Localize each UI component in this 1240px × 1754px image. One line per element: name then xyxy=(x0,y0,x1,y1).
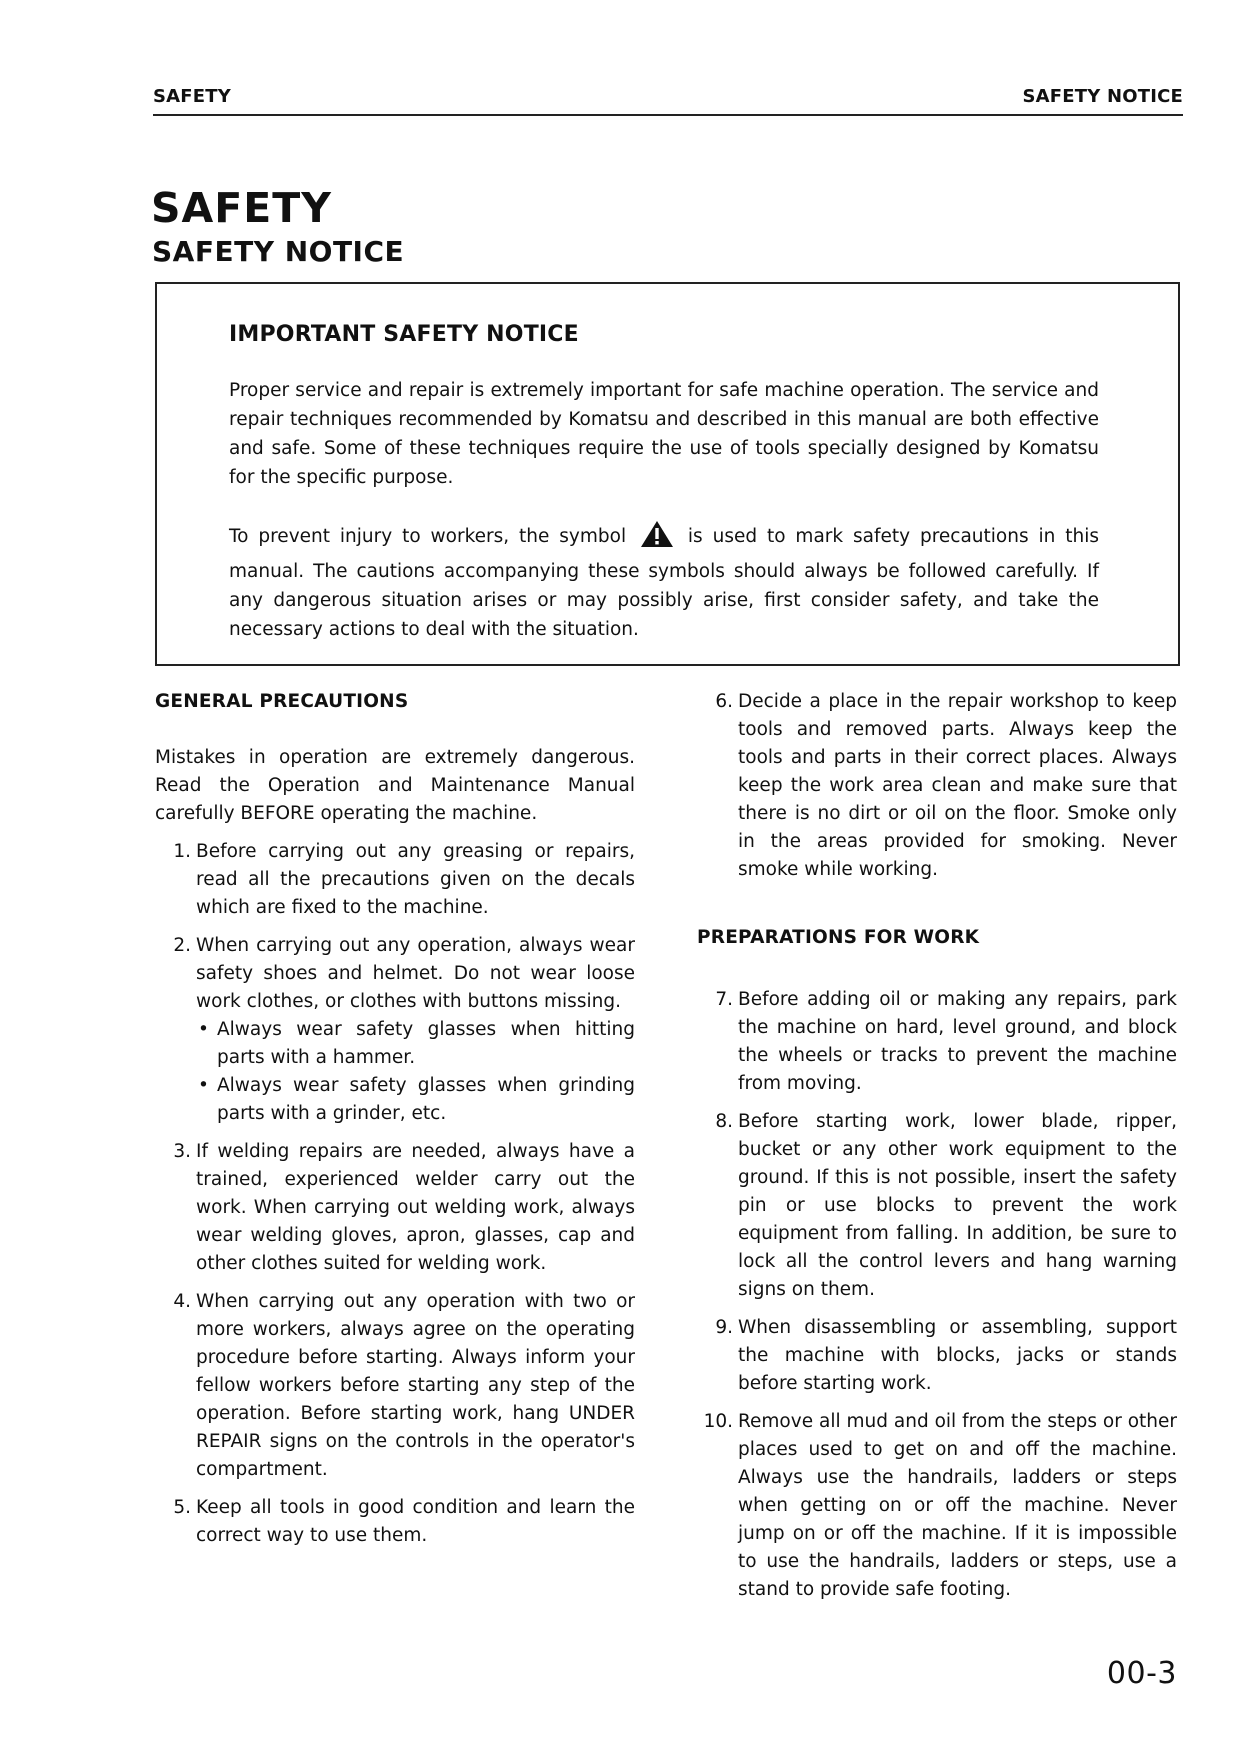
bullet-dot-icon: • xyxy=(198,1075,209,1096)
item-number: 3. xyxy=(173,1141,191,1162)
item-text: When disassembling or assembling, support the machine with blocks, jacks or stands before starting work. xyxy=(738,1317,1177,1394)
notice-paragraph-2 xyxy=(229,520,1099,644)
bullet-item xyxy=(196,1072,635,1128)
running-header-left: SAFETY xyxy=(153,86,231,107)
list-item xyxy=(697,1108,1177,1304)
item-text: Before adding oil or making any repairs, park the machine on hard, level ground, and block the wheels or tracks to prevent the machine from moving. xyxy=(738,989,1177,1094)
notice-paragraph-2-end: is used to mark safety precautions in this manual. The cautions accompanying these symbols should always be followed carefully. If any dangerous situation arises or may possibly arise, first consider safety, and take the necessary actions to deal with the situation. xyxy=(229,526,1100,640)
bullet-item xyxy=(196,1016,635,1072)
preparations-for-work-heading: PREPARATIONS FOR WORK xyxy=(697,927,980,948)
item-number: 9. xyxy=(715,1317,733,1338)
item-text: Keep all tools in good condition and learn the correct way to use them. xyxy=(196,1497,635,1546)
item-number: 8. xyxy=(715,1111,733,1132)
item-text: Before carrying out any greasing or repairs, read all the precautions given on the decals which are fixed to the machine. xyxy=(196,841,635,918)
bullet-text: Always wear safety glasses when grinding parts with a grinder, etc. xyxy=(217,1075,635,1124)
item-text: When carrying out any operation with two or more workers, always agree on the operating procedure before starting. Always inform your fellow workers before starting any step of the operation. Before starting work, hang UNDER REPAIR signs on the controls in the operator's compartment. xyxy=(196,1291,635,1480)
list-item xyxy=(155,1494,635,1550)
bullet-dot-icon: • xyxy=(198,1019,209,1040)
warning-triangle-icon xyxy=(640,520,674,557)
item-number: 2. xyxy=(173,935,191,956)
notice-paragraph-2-start: To prevent injury to workers, the symbol xyxy=(229,526,627,547)
item-text: If welding repairs are needed, always have a trained, experienced welder carry out the work. When carrying out welding work, always wear welding gloves, apron, glasses, cap and other clothes suited for welding work. xyxy=(196,1141,635,1274)
item-number: 1. xyxy=(173,841,191,862)
page-number: 00-3 xyxy=(1106,1656,1177,1691)
page-subtitle: SAFETY NOTICE xyxy=(152,235,405,268)
list-item xyxy=(155,838,635,922)
running-header-right: SAFETY NOTICE xyxy=(1022,86,1183,107)
list-item xyxy=(697,1314,1177,1398)
running-header xyxy=(153,86,1183,116)
item-text: When carrying out any operation, always wear safety shoes and helmet. Do not wear loose work clothes, or clothes with buttons missing. xyxy=(196,935,635,1012)
item-number: 7. xyxy=(715,989,733,1010)
item-text: Remove all mud and oil from the steps or other places used to get on and off the machine. Always use the handrails, ladders or steps when getting on or off the machine. Never jump on or off the machine. If it is impossible to use the handrails, ladders or steps, use a stand to provide safe footing. xyxy=(738,1411,1177,1600)
bullet-text: Always wear safety glasses when hitting parts with a hammer. xyxy=(217,1019,635,1068)
general-precautions-heading: GENERAL PRECAUTIONS xyxy=(155,691,409,712)
list-item xyxy=(697,1408,1177,1604)
item-number: 10. xyxy=(703,1411,733,1432)
right-column xyxy=(697,688,1177,1614)
list-item xyxy=(155,1138,635,1278)
important-safety-notice-box xyxy=(155,282,1180,666)
left-column xyxy=(155,688,635,1560)
list-item xyxy=(697,986,1177,1098)
notice-paragraph-1: Proper service and repair is extremely important for safe machine operation. The service and repair techniques recommended by Komatsu and described in this manual are both effective and safe. Some of these techniques require the use of tools specially designed by Komatsu for the specific purpose. xyxy=(229,380,1099,488)
item-text: Before starting work, lower blade, ripper, bucket or any other work equipment to the ground. If this is not possible, insert the safety pin or use blocks to prevent the work equipment from falling. In addition, be sure to lock all the control levers and hang warning signs on them. xyxy=(738,1111,1177,1300)
item-number: 4. xyxy=(173,1291,191,1312)
list-item xyxy=(697,688,1177,884)
list-item xyxy=(155,932,635,1128)
item-text: Decide a place in the repair workshop to keep tools and removed parts. Always keep the tools and parts in their correct places. Always keep the work area clean and make sure that there is no dirt or oil on the floor. Smoke only in the areas provided for smoking. Never smoke while working. xyxy=(738,691,1177,880)
item-number: 5. xyxy=(173,1497,191,1518)
list-item xyxy=(155,1288,635,1484)
page-title: SAFETY xyxy=(151,184,332,232)
item-number: 6. xyxy=(715,691,733,712)
general-precautions-intro: Mistakes in operation are extremely dangerous. Read the Operation and Maintenance Manual carefully BEFORE operating the machine. xyxy=(155,747,635,824)
notice-heading: IMPORTANT SAFETY NOTICE xyxy=(229,322,579,347)
